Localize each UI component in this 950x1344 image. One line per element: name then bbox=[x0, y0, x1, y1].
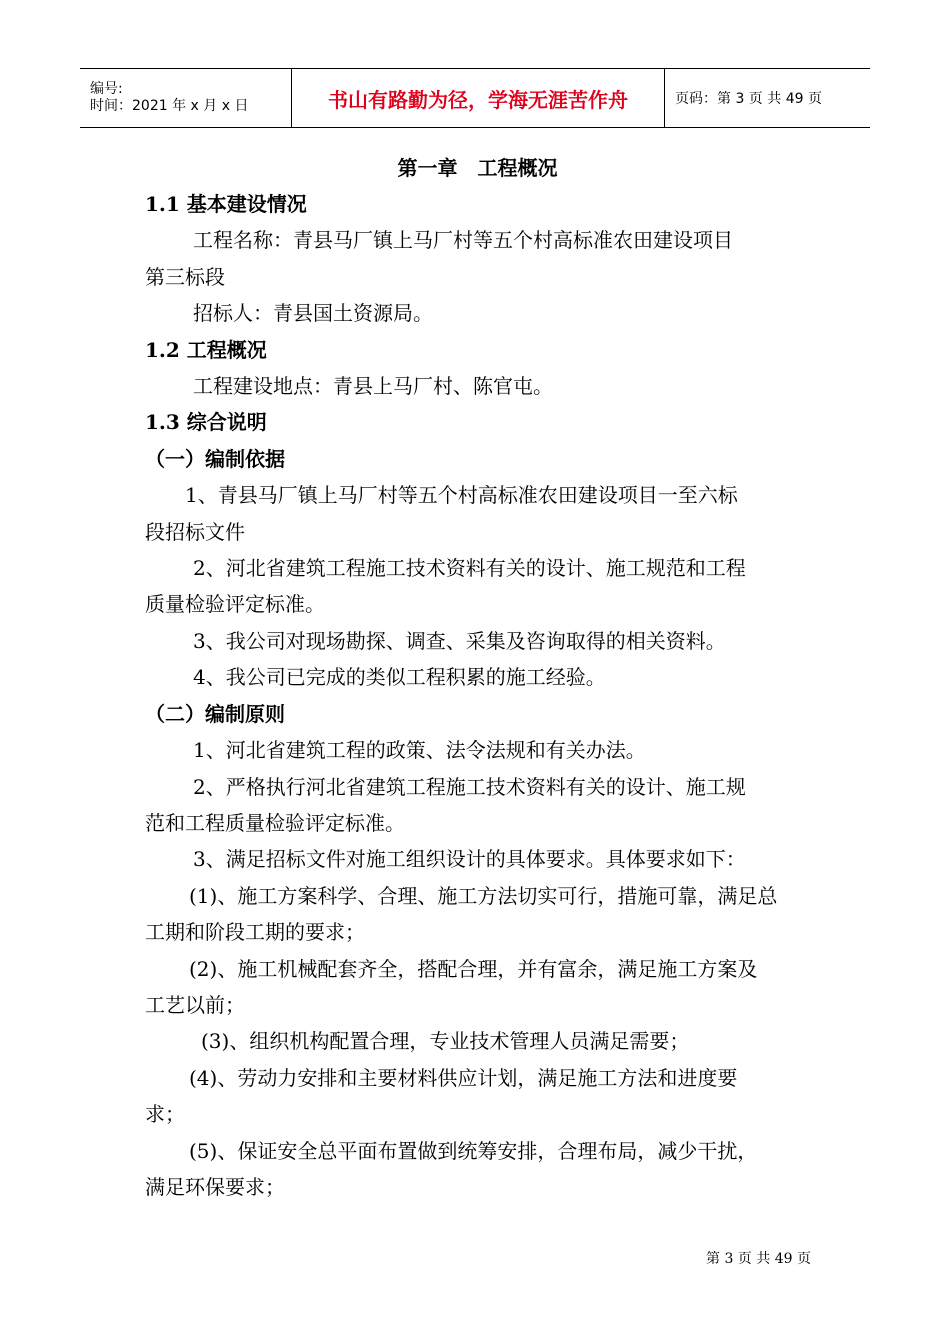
header-meta-cell bbox=[80, 69, 292, 128]
document-time-label: 时间：2021 年 x 月 x 日 bbox=[90, 98, 249, 114]
basis-item-2: 2、河北省建筑工程施工技术资料有关的设计、施工规范和工程 bbox=[193, 556, 746, 581]
requirement-item-1-cont: 工期和阶段工期的要求； bbox=[145, 920, 365, 945]
header-motto: 书山有路勤为径，学海无涯苦作舟 bbox=[328, 87, 628, 112]
subsection-basis-title: （一）编制依据 bbox=[145, 446, 285, 471]
subsection-principle-title: （二）编制原则 bbox=[145, 701, 285, 726]
requirement-item-4-cont: 求； bbox=[145, 1102, 185, 1127]
chapter-title: 第一章 工程概况 bbox=[397, 156, 558, 180]
header-page-cell bbox=[665, 69, 871, 128]
basis-item-1-cont: 段招标文件 bbox=[145, 519, 245, 544]
basis-item-3: 3、我公司对现场勘探、调查、采集及咨询取得的相关资料。 bbox=[193, 628, 726, 653]
header-page-label: 页码：第 3 页 共 49 页 bbox=[675, 91, 822, 107]
header-motto-cell bbox=[292, 69, 665, 128]
requirement-item-5: (5)、保证安全总平面布置做到统筹安排，合理布局，减少干扰， bbox=[189, 1138, 758, 1163]
requirement-item-4: (4)、劳动力安排和主要材料供应计划，满足施工方法和进度要 bbox=[189, 1065, 738, 1090]
paragraph-tenderer: 招标人：青县国土资源局。 bbox=[193, 301, 433, 326]
requirement-item-2: (2)、施工机械配套齐全，搭配合理，并有富余，满足施工方案及 bbox=[189, 956, 758, 981]
requirement-item-3: (3)、组织机构配置合理，专业技术管理人员满足需要； bbox=[201, 1029, 690, 1054]
document-number-label: 编号: bbox=[90, 81, 123, 97]
requirement-item-1: (1)、施工方案科学、合理、施工方法切实可行，措施可靠，满足总 bbox=[189, 883, 778, 908]
requirement-item-5-cont: 满足环保要求； bbox=[145, 1174, 285, 1199]
section-heading-1-2: 1.2 工程概况 bbox=[145, 337, 267, 362]
page-footer: 第 3 页 共 49 页 bbox=[706, 1251, 811, 1267]
section-heading-1-1: 1.1 基本建设情况 bbox=[145, 192, 307, 216]
paragraph-project-name: 工程名称：青县马厂镇上马厂村等五个村高标准农田建设项目 bbox=[193, 228, 733, 253]
paragraph-project-name-cont: 第三标段 bbox=[145, 264, 225, 289]
document-body bbox=[145, 150, 810, 1205]
basis-item-2-cont: 质量检验评定标准。 bbox=[145, 592, 325, 617]
principle-item-2: 2、严格执行河北省建筑工程施工技术资料有关的设计、施工规 bbox=[193, 774, 746, 799]
requirement-item-2-cont: 工艺以前； bbox=[145, 992, 245, 1017]
basis-item-4: 4、我公司已完成的类似工程积累的施工经验。 bbox=[193, 665, 606, 690]
page-header bbox=[80, 68, 870, 128]
principle-item-3: 3、满足招标文件对施工组织设计的具体要求。具体要求如下： bbox=[193, 847, 746, 872]
section-heading-1-3: 1.3 综合说明 bbox=[145, 410, 267, 435]
principle-item-2-cont: 范和工程质量检验评定标准。 bbox=[145, 810, 405, 835]
principle-item-1: 1、河北省建筑工程的政策、法令法规和有关办法。 bbox=[193, 738, 646, 763]
paragraph-location: 工程建设地点：青县上马厂村、陈官屯。 bbox=[193, 374, 553, 399]
basis-item-1: 1、青县马厂镇上马厂村等五个村高标准农田建设项目一至六标 bbox=[185, 483, 738, 508]
